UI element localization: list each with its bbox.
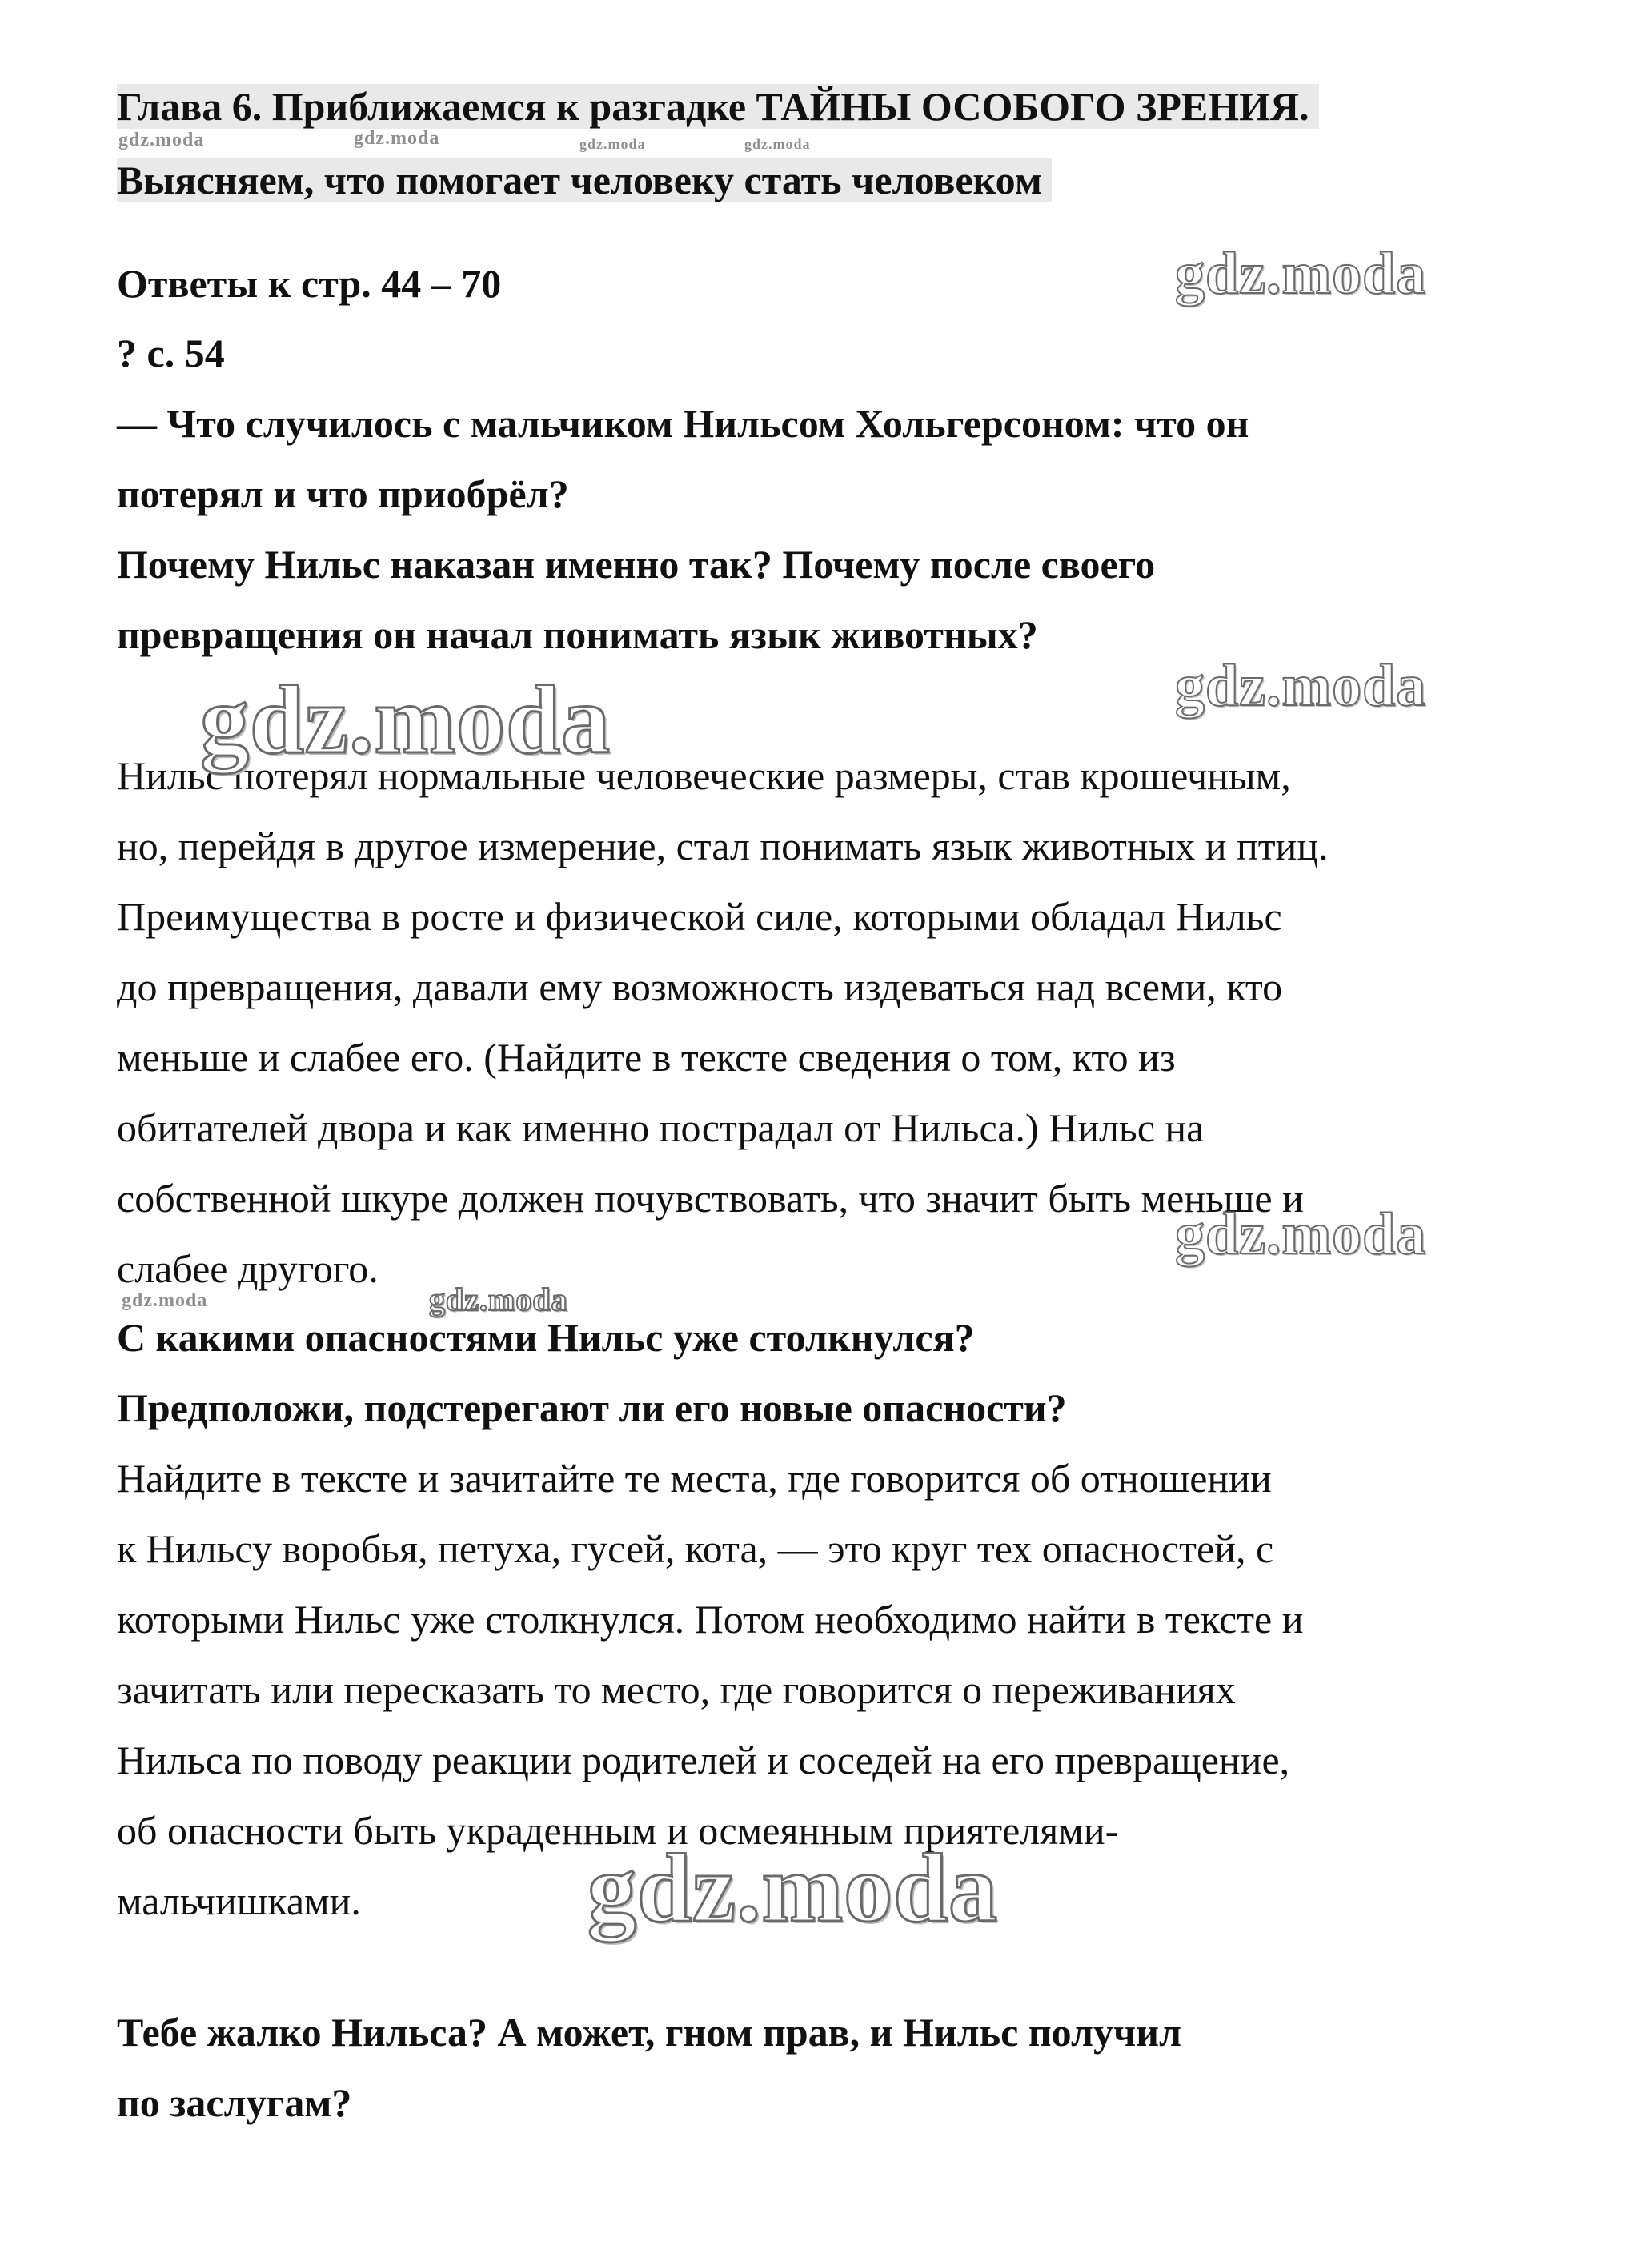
question-1-line: Почему Нильс наказан именно так? Почему после своего (117, 542, 1156, 587)
question-1-line: потерял и что приобрёл? (117, 471, 569, 516)
answer-2-line: к Нильсу воробья, петуха, гусей, кота, — это круг тех опасностей, с (117, 1526, 1274, 1571)
answer-1-line: но, перейдя в другое измерение, стал понимать язык животных и птиц. (117, 824, 1329, 868)
answer-1-line: меньше и слабее его. (Найдите в тексте сведения о том, кто из (117, 1035, 1176, 1080)
answer-2-line: мальчишками. (117, 1878, 361, 1923)
chapter-title-text-2: Выясняем, что помогает человеку стать человеком (117, 158, 1052, 202)
answer-2-line: которыми Нильс уже столкнулся. Потом необходимо найти в тексте и (117, 1597, 1304, 1642)
watermark: gdz.moda (1175, 1201, 1427, 1267)
question-1-line: — Что случилось с мальчиком Нильсом Хольгерсоном: что он (117, 401, 1249, 446)
answers-label: Ответы к стр. 44 – 70 (117, 261, 502, 306)
watermark: gdz.moda (429, 1281, 568, 1317)
answer-1-line: Преимущества в росте и физической силе, которыми обладал Нильс (117, 894, 1282, 939)
watermark: gdz.moda (1175, 241, 1427, 307)
watermark: gdz.moda (354, 128, 440, 149)
watermark: gdz.moda (118, 130, 205, 150)
answer-1-line: до превращения, давали ему возможность издеваться над всеми, кто (117, 964, 1283, 1009)
answer-1-line: слабее другого. (117, 1246, 379, 1291)
watermark: gdz.moda (587, 1834, 998, 1942)
answer-2-line: Нильса по поводу реакции родителей и соседей на его превращение, (117, 1738, 1290, 1782)
question-2-line: С какими опасностями Нильс уже столкнулся? (117, 1315, 975, 1360)
answer-2-line: зачитать или пересказать то место, где говорится о переживаниях (117, 1667, 1236, 1712)
watermark: gdz.moda (122, 1290, 208, 1311)
answer-2-line: Найдите в тексте и зачитайте те места, где говорится об отношении (117, 1456, 1272, 1501)
chapter-title-text-1: Глава 6. Приближаемся к разгадке ТАЙНЫ ОСОБОГО ЗРЕНИЯ. (117, 84, 1319, 129)
question-1-line: превращения он начал понимать язык животных? (117, 612, 1038, 657)
chapter-title-line-1 (117, 83, 1319, 130)
watermark: gdz.moda (579, 136, 646, 152)
page-ref: ? с. 54 (117, 331, 225, 375)
answer-2-line: об опасности быть украденным и осмеянным приятелями- (117, 1808, 1119, 1853)
watermark: gdz.moda (1175, 653, 1427, 719)
answer-1-line: собственной шкуре должен почувствовать, что значит быть меньше и (117, 1176, 1304, 1221)
answer-1-line: обитателей двора и как именно пострадал от Нильса.) Нильс на (117, 1105, 1205, 1150)
question-2-line: Предположи, подстерегают ли его новые опасности? (117, 1385, 1067, 1430)
answer-1-line: Нильс потерял нормальные человеческие размеры, став крошечным, (117, 753, 1291, 798)
chapter-title-line-2 (117, 157, 1052, 203)
watermark: gdz.moda (744, 136, 811, 152)
watermark: gdz.moda (200, 666, 611, 774)
question-3-line: по заслугам? (117, 2080, 352, 2125)
question-3-line: Тебе жалко Нильса? А может, гном прав, и Нильс получил (117, 2010, 1182, 2055)
